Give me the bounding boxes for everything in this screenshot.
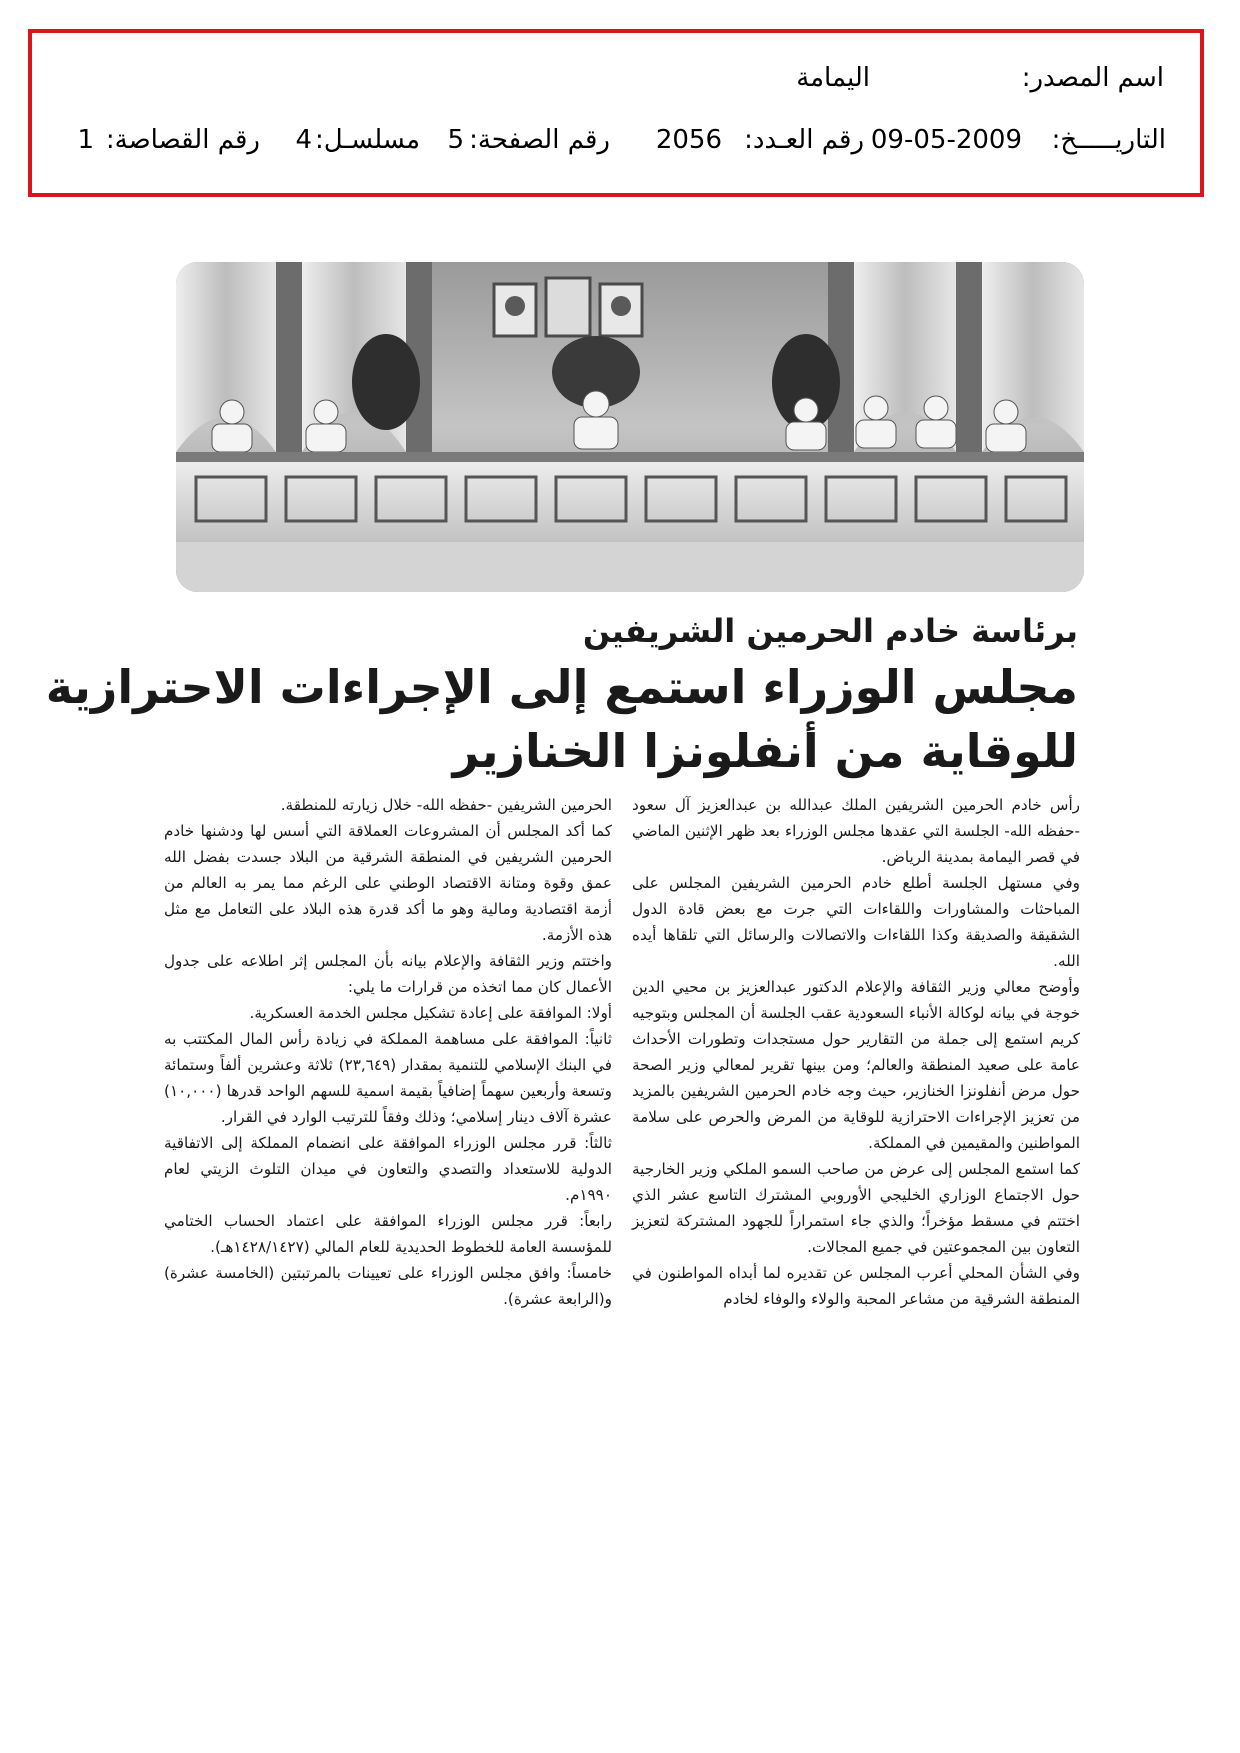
cabinet-meeting-photo bbox=[176, 262, 1084, 592]
page-value: 5 bbox=[447, 125, 464, 155]
paragraph: وفي مستهل الجلسة أطلع خادم الحرمين الشريفين المجلس على المباحثات والمشاورات واللقاءات التي جرت مع بعض قادة الدول الشقيقة والصديقة وكذا اللقاءات والاتصالات والرسائل التي تلقاها أيده الله. bbox=[632, 874, 1080, 970]
clipping-info-box bbox=[28, 29, 1204, 197]
article-kicker: برئاسة خادم الحرمين الشريفين bbox=[582, 612, 1078, 650]
serial-value: 4 bbox=[295, 125, 312, 155]
paragraph: أولا: الموافقة على إعادة تشكيل مجلس الخدمة العسكرية. bbox=[249, 1004, 612, 1022]
article-column-right bbox=[632, 792, 1080, 1312]
paragraph: وفي الشأن المحلي أعرب المجلس عن تقديره لما أبداه المواطنون في المنطقة الشرقية من مشاعر المحبة والولاء والوفاء لخادم bbox=[632, 1264, 1080, 1308]
source-value: اليمامة bbox=[796, 63, 870, 93]
paragraph: ثانياً: الموافقة على مساهمة المملكة في زيادة رأس المال المكتتب به في البنك الإسلامي للتنمية بمقدار (٢٣,٦٤٩) ثلاثة وعشرين ألفاً وستمائة وتسعة وأربعين سهماً إضافياً بقيمة اسمية للسهم الواحد قدرها (١٠,٠٠٠) عشرة آلاف دينار إسلامي؛ وذلك وفقاً للترتيب الوارد في القرار. bbox=[164, 1030, 612, 1126]
paragraph: الحرمين الشريفين -حفظه الله- خلال زيارته للمنطقة. bbox=[280, 796, 612, 814]
date-label: التاريـــــخ: bbox=[1051, 125, 1166, 155]
article-headline-line1: مجلس الوزراء استمع إلى الإجراءات الاحترازية bbox=[45, 660, 1078, 714]
source-label: اسم المصدر: bbox=[1021, 63, 1164, 93]
paragraph: رأس خادم الحرمين الشريفين الملك عبدالله بن عبدالعزيز آل سعود -حفظه الله- الجلسة التي عقدها مجلس الوزراء بعد ظهر الإثنين الماضي في قصر اليمامة بمدينة الرياض. bbox=[632, 796, 1080, 866]
paragraph: وأوضح معالي وزير الثقافة والإعلام الدكتور عبدالعزيز بن محيي الدين خوجة في بيانه لوكالة الأنباء السعودية عقب الجلسة أن المجلس وبتوجيه كريم استمع إلى جملة من التقارير حول مستجدات وتطورات الأحداث عامة على صعيد المنطقة والعالم؛ ومن بينها تقرير لمعالي وزير الصحة حول مرض أنفلونزا الخنازير، حيث وجه خادم الحرمين الشريفين بالمزيد من تعزيز الإجراءات الاحترازية للوقاية من المرض والحرص على سلامة المواطنين والمقيمين في المملكة. bbox=[632, 978, 1080, 1152]
paragraph: كما أكد المجلس أن المشروعات العملاقة التي أسس لها ودشنها خادم الحرمين الشريفين في المنطقة الشرقية من البلاد جسدت بفضل الله عمق وقوة ومتانة الاقتصاد الوطني على الرغم مما يمر به العالم من أزمة اقتصادية ومالية وهو ما أكد قدرة هذه البلاد على التعامل مع مثل هذه الأزمة. bbox=[164, 822, 612, 944]
paragraph: كما استمع المجلس إلى عرض من صاحب السمو الملكي وزير الخارجية حول الاجتماع الوزاري الخليجي الأوروبي المشترك التاسع عشر الذي اختتم في مسقط مؤخراً؛ والذي جاء استمراراً للجهود المشتركة لتعزيز التعاون بين المجموعتين في جميع المجالات. bbox=[632, 1160, 1080, 1256]
paragraph: واختتم وزير الثقافة والإعلام بيانه بأن المجلس إثر اطلاعه على جدول الأعمال كان مما اتخذه من قرارات ما يلي: bbox=[164, 952, 612, 996]
page-label: رقم الصفحة: bbox=[469, 125, 610, 155]
serial-label: مسلسـل: bbox=[315, 125, 420, 155]
article-headline-line2: للوقاية من أنفلونزا الخنازير bbox=[452, 724, 1078, 778]
paragraph: رابعاً: قرر مجلس الوزراء الموافقة على اعتماد الحساب الختامي للمؤسسة العامة للخطوط الحديدية للعام المالي (١٤٢٨/١٤٢٧هـ). bbox=[164, 1212, 612, 1256]
article-column-left bbox=[164, 792, 612, 1312]
issue-value: 2056 bbox=[655, 125, 722, 155]
clip-label: رقم القصاصة: bbox=[105, 125, 260, 155]
paragraph: خامساً: وافق مجلس الوزراء على تعيينات بالمرتبتين (الخامسة عشرة) و(الرابعة عشرة). bbox=[164, 1264, 612, 1308]
issue-label: رقم العـدد: bbox=[744, 125, 864, 155]
clip-value: 1 bbox=[77, 125, 94, 155]
paragraph: ثالثاً: قرر مجلس الوزراء الموافقة على انضمام المملكة إلى الاتفاقية الدولية للاستعداد والتصدي والتعاون في ميدان التلوث الزيتي لعام ١٩٩٠م. bbox=[164, 1134, 612, 1204]
date-value: 09-05-2009 bbox=[870, 125, 1022, 155]
